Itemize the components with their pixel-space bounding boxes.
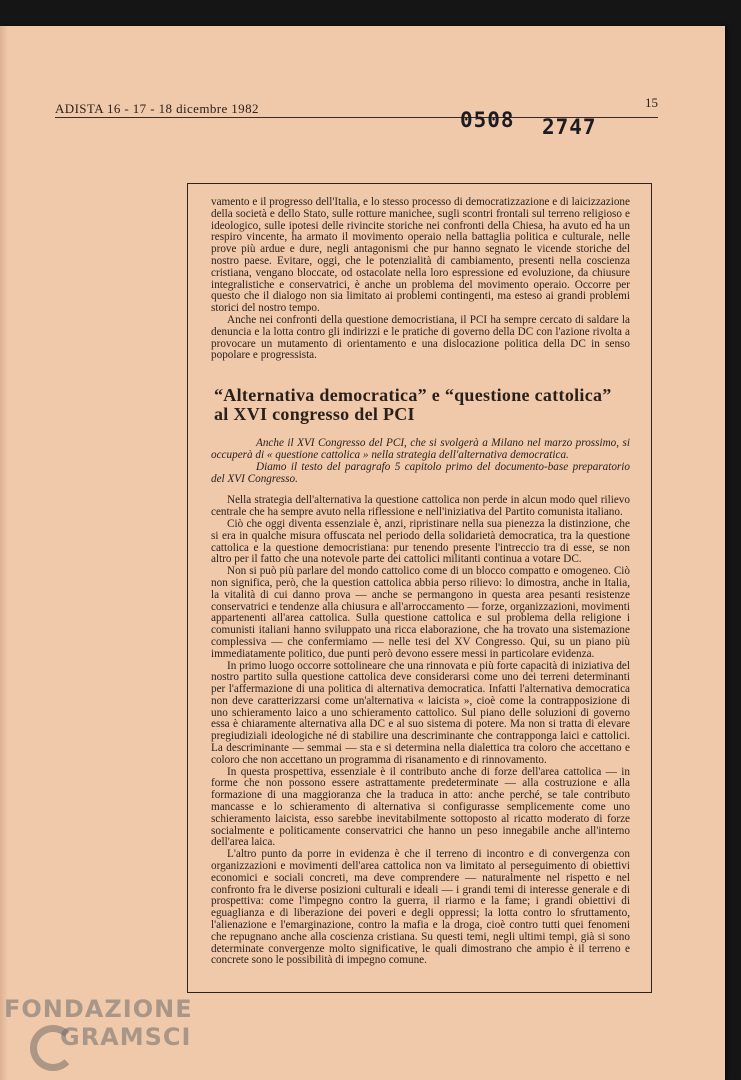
article-heading [214,386,630,424]
watermark-line-2: GRAMSCI [60,1023,192,1051]
page-number: 15 [645,95,658,110]
archive-stamp-code-b: 2747 [542,115,597,139]
watermark-line-1: FONDAZIONE [4,995,193,1023]
archive-stamp-code-a: 0508 [460,108,515,132]
page-fold-shadow [0,26,8,1080]
heading-line-1: “Alternativa democratica” e “questione cattolica” [214,385,612,406]
heading-line-2: al XVI congresso del PCI [214,404,415,425]
editorial-intro: Diamo il testo del paragrafo 5 capitolo primo del documento-base preparatorio del XVI Congresso. [211,460,630,485]
article-paragraph: vamento e il progresso dell'Italia, e lo stesso processo di democratizzazione e di laicizzazione della società e dello Stato, sulle rotture manichee, sugli scontri frontali sul terreno religioso e ideologico, sulle ipotesi delle rivincite storiche nei confronti della Chiesa, ha avuto ed ha un respiro vincente, ha armato il movimento operaio nella battaglia politica e culturale, nelle prove più ardue e dure, negli antagonismi che pur hanno segnato le vicende storiche del nostro paese. Evitare, oggi, che le potenzialità di cambiamento, presenti nella coscienza cristiana, vengano bloccate, od ostacolate nella loro espressione ed evoluzione, da chiusure integralistiche e conservatrici, è anche un problema del movimento operaio. Occorre per questo che il dialogo non sia limitato ai problemi contingenti, ma esteso ai grandi problemi storici del nostro tempo. [211,196,630,315]
article-paragraph: Anche nei confronti della questione democristiana, il PCI ha sempre cercato di saldare la denuncia e la lotta contro gli indirizzi e le pratiche di governo della DC con l'azione rivolta a provocare un mutamento di orientamento e una dislocazione politica della DC in senso popolare e progressista. [211,313,630,362]
archive-watermark [4,995,193,1051]
publication-title: ADISTA 16 - 17 - 18 dicembre 1982 [55,101,259,116]
article-box [187,183,652,993]
article-paragraph: Ciò che oggi diventa essenziale è, anzi, ripristinare nella sua pienezza la distinzione, che si era in qualche misura offuscata nel periodo della solidarietà democratica, tra la questione cattolica e la questione democristiana: pur tenendo presente l'intreccio tra di esse, se non altro per il fatto che una notevole parte dei cattolici militanti continua a votare DC. [211,517,630,566]
article-paragraph: In primo luogo occorre sottolineare che una rinnovata e più forte capacità di iniziativa del nostro partito sulla questione cattolica deve considerarsi come uno dei terreni determinanti per l'affermazione di una politica di alternativa democratica. Infatti l'alternativa democratica non deve caratterizzarsi come un'alternativa « laicista », cioè come la contrapposizione di uno schieramento laico a uno schieramento cattolico. Sul piano delle soluzioni di governo essa è chiaramente alternativa alla DC e al suo sistema di potere. Ma non si tratta di elevare pregiudiziali ideologiche né di stabilire una descriminante che contrapponga laici e cattolici. La descriminante — semmai — sta e si determina nella dialettica tra coloro che accettano e coloro che non accettano un programma di risanamento e di rinnovamento. [211,659,630,766]
article-paragraph: Non si può più parlare del mondo cattolico come di un blocco compatto e omogeneo. Ciò non significa, però, che la question cattolica abbia perso rilievo: lo dimostra, anche in Italia, la vitalità di cui danno prova — anche se permangono in questa area pesanti resistenze conservatrici e tendenze alla chiusura e all'arroccamento — forze, organizzazioni, movimenti appartenenti all'area cattolica. Sulla questione cattolica e sul problema della religione i comunisti italiani hanno sviluppato una ricca elaborazione, che ha trovato una sistemazione complessiva — che confermiamo — nelle tesi del XV Congresso. Qui, su un piano più immediatamente politico, due punti però devono essere messi in particolare evidenza. [211,565,630,660]
article-paragraph: In questa prospettiva, essenziale è il contributo anche di forze dell'area cattolica — in forme che non possono essere astrattamente predeterminate — alla costruzione e alla formazione di una maggioranza che la traduca in atto: anche perché, se tale contributo mancasse e lo schieramento di alternativa si configurasse semplicemente come uno schieramento laicista, esso sarebbe inevitabilmente sottoposto al ricatto moderato di forze socialmente e politicamente conservatrici che hanno un peso innegabile anche all'interno dell'area laica. [211,765,630,849]
article-paragraph: Nella strategia dell'alternativa la questione cattolica non perde in alcun modo quel rilievo centrale che ha sempre avuto nella riflessione e nell'iniziativa del Partito comunista italiano. [211,494,630,519]
editorial-intro: Anche il XVI Congresso del PCI, che si svolgerà a Milano nel marzo prossimo, si occuperà di « questione cattolica » nella strategia dell'alternativa democratica. [211,437,630,461]
article-paragraph: L'altro punto da porre in evidenza è che il terreno di incontro e di convergenza con organizzazioni e movimenti dell'area cattolica non va limitato al perseguimento di obiettivi economici e sociali concreti, ma deve comprendere — naturalmente nel rispetto e nel confronto fra le diverse posizioni culturali e ideali — i grandi temi di interesse generale e di prospettiva: come l'impegno contro la guerra, il riarmo e la fame; i grandi obiettivi di eguaglianza e di liberazione dei poveri e degli oppressi; la lotta contro lo sfruttamento, l'alienazione e l'emarginazione, contro la mafia e la droga, cioè contro tutti quei fenomeni che repugnano anche alla coscienza cristiana. Su questi temi, negli ultimi tempi, già si sono determinate convergenze molto significative, le quali dimostrano che ampio è il terreno e concrete sono le possibilità di impegno comune. [211,848,630,967]
